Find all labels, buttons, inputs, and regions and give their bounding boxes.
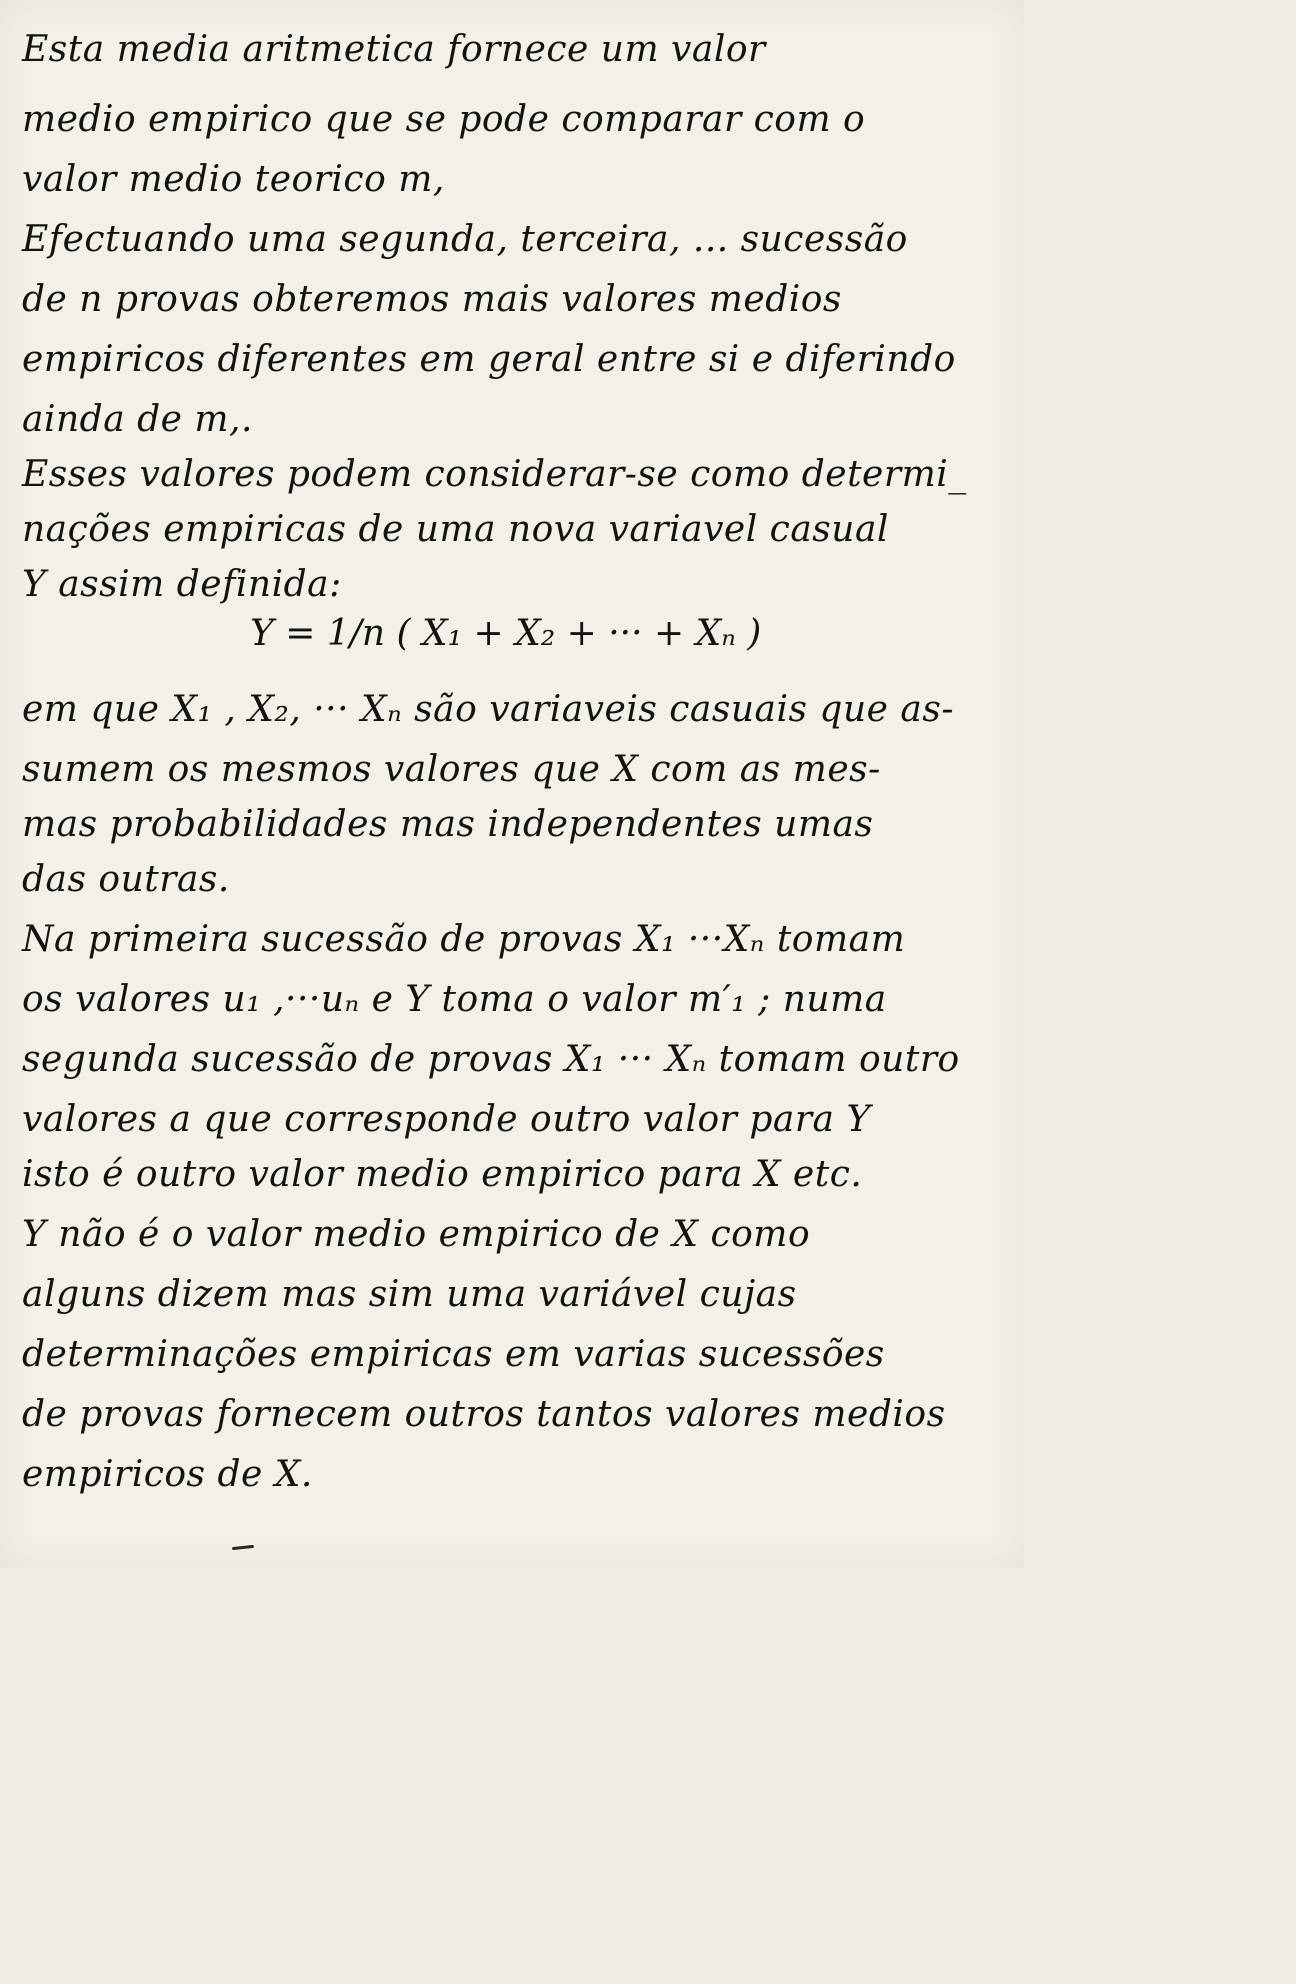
- text-line-18: segunda sucessão de provas X₁ ··· Xₙ tomam outro: [22, 1039, 960, 1080]
- text-line-5: de n provas obteremos mais valores medios: [22, 279, 842, 320]
- text-line-16: Na primeira sucessão de provas X₁ ···Xₙ tomam: [22, 919, 906, 960]
- text-line-4: Efectuando uma segunda, terceira, ... sucessão: [22, 219, 908, 260]
- text-line-15: das outras.: [22, 859, 230, 900]
- text-line-2: medio empirico que se pode comparar com o: [22, 99, 866, 140]
- text-line-1: Esta media aritmetica fornece um valor: [22, 29, 766, 70]
- text-line-7: ainda de m,.: [22, 399, 253, 440]
- text-line-12: em que X₁ , X₂, ··· Xₙ são variaveis casuais que as-: [22, 689, 955, 730]
- text-line-10: Y assim definida:: [22, 564, 342, 605]
- text-line-25: empiricos de X.: [22, 1454, 313, 1495]
- text-line-6: empiricos diferentes em geral entre si e diferindo: [22, 339, 956, 380]
- text-line-8: Esses valores podem considerar-se como determi_: [22, 454, 967, 495]
- text-line-13: sumem os mesmos valores que X com as mes-: [22, 749, 881, 790]
- text-line-22: alguns dizem mas sim uma variável cujas: [22, 1274, 797, 1315]
- text-line-20: isto é outro valor medio empirico para X etc.: [22, 1154, 863, 1195]
- text-line-9: nações empiricas de uma nova variavel casual: [22, 509, 889, 550]
- text-line-21: Y não é o valor medio empirico de X como: [22, 1214, 811, 1255]
- text-line-24: de provas fornecem outros tantos valores medios: [22, 1394, 946, 1435]
- text-line-3: valor medio teorico m,: [22, 159, 445, 200]
- text-line-19: valores a que corresponde outro valor para Y: [22, 1099, 871, 1140]
- ink-mark: [232, 1545, 254, 1550]
- text-line-14: mas probabilidades mas independentes umas: [22, 804, 874, 845]
- text-line-23: determinações empiricas em varias sucessões: [22, 1334, 885, 1375]
- formula-y-mean: Y = 1/n ( X₁ + X₂ + ··· + Xₙ ): [250, 613, 762, 654]
- text-line-17: os valores u₁ ,···uₙ e Y toma o valor m′₁ ; numa: [22, 979, 887, 1020]
